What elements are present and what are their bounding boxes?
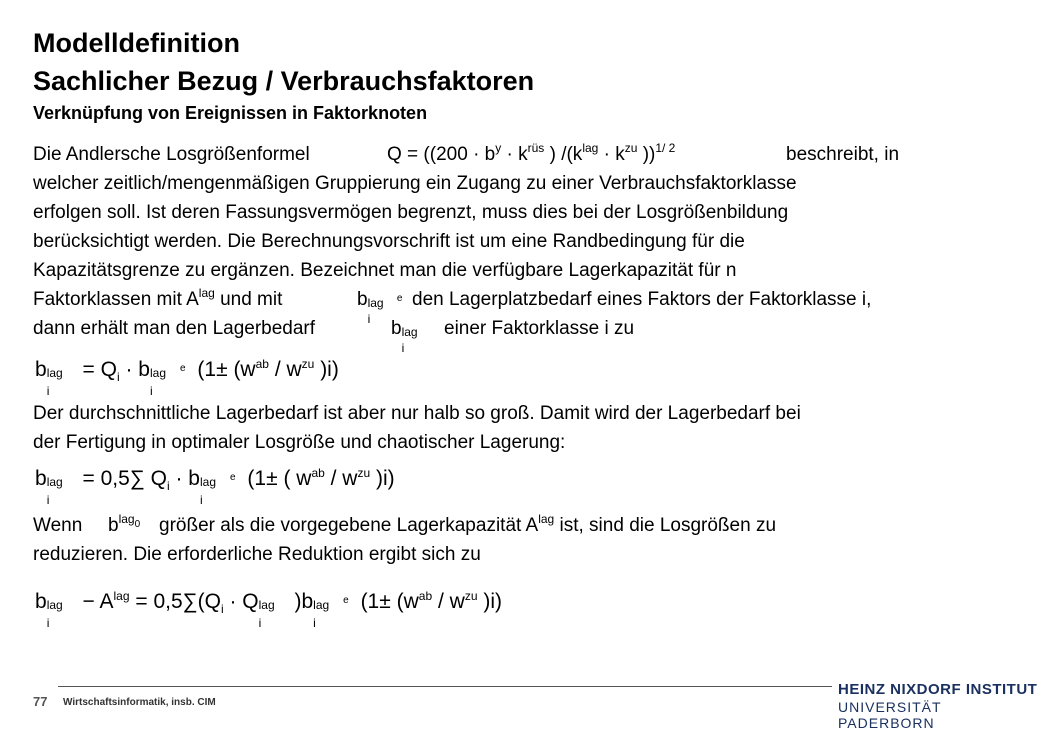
formula-sup: lag: [538, 512, 555, 526]
formula-sup: zu: [624, 141, 638, 155]
formula-part: )i): [483, 590, 502, 613]
b-lag-symbol: [391, 318, 418, 355]
text-segment: Die Andlersche Losgrößenformel: [33, 144, 310, 165]
formula-part: − A: [82, 590, 114, 613]
formula-part: / w: [274, 358, 302, 381]
formula-part: = 0,5∑(Q: [135, 590, 221, 613]
formula-part: b: [35, 358, 47, 381]
formula-part: = Q: [82, 358, 117, 381]
formula-sub: i: [46, 384, 50, 398]
formula-sup: lag: [198, 286, 215, 300]
paragraph-line-10-end: [159, 512, 777, 537]
formula-sup: zu: [357, 466, 371, 480]
formula-part: / w: [437, 590, 465, 613]
formula-part: )): [642, 144, 656, 165]
paragraph-line-7-end: einer Faktorklasse i zu: [444, 318, 635, 339]
formula-sub: i: [258, 616, 262, 630]
institute-logo-line2: UNIVERSITÄT PADERBORN: [838, 699, 942, 731]
formula-sub: e: [343, 595, 349, 606]
formula-sup: lag: [46, 475, 63, 489]
formula-sub: i: [313, 616, 316, 630]
andler-formula: [387, 141, 676, 166]
b-lag-0-symbol: [108, 512, 141, 537]
formula-part: / w: [330, 467, 358, 490]
formula-sup: lag: [150, 366, 167, 380]
formula-sup: lag: [313, 598, 330, 612]
paragraph-line-1-end: beschreibt, in: [786, 144, 900, 165]
paragraph-line-6-end: den Lagerplatzbedarf eines Faktors der Faktorklasse i,: [412, 289, 872, 310]
paragraph-line-4: berücksichtigt werden. Die Berechnungsvorschrift ist um eine Randbedingung für die: [33, 231, 745, 252]
section-heading: Verknüpfung von Ereignissen in Faktorknoten: [33, 103, 428, 123]
paragraph-line-2: welcher zeitlich/mengenmäßigen Gruppierung ein Zugang zu einer Verbrauchsfaktorklasse: [33, 173, 797, 194]
page-subtitle: Sachlicher Bezug / Verbrauchsfaktoren: [33, 66, 535, 96]
text-segment: größer als die vorgegebene Lagerkapazität A: [159, 515, 539, 536]
institute-logo-line1: HEINZ NIXDORF INSTITUT: [838, 681, 1038, 698]
formula-part: b: [391, 318, 402, 339]
formula-sup: ab: [311, 466, 325, 480]
formula-sub: e: [230, 472, 236, 483]
formula-sub: i: [367, 312, 371, 326]
formula-part: = 0,5∑ Q: [82, 467, 167, 490]
formula-lagerbedarf: [35, 357, 339, 398]
formula-sub: i: [116, 370, 120, 384]
paragraph-line-5: Kapazitätsgrenze zu ergänzen. Bezeichnet man die verfügbare Lagerkapazität für n: [33, 260, 737, 281]
formula-part: )i): [320, 358, 339, 381]
formula-sub: e: [396, 293, 403, 304]
formula-part: b: [357, 289, 368, 310]
formula-sup: y: [495, 141, 502, 155]
formula-sup: zu: [464, 589, 478, 603]
formula-sub: i: [46, 616, 50, 630]
formula-part: Q = ((200 · b: [387, 144, 496, 165]
paragraph-line-6: [33, 286, 283, 311]
formula-sup: lag: [582, 141, 599, 155]
formula-reduktion: [35, 589, 502, 630]
paragraph-line-8: Der durchschnittliche Lagerbedarf ist aber nur halb so groß. Damit wird der Lagerbedarf bei: [33, 403, 801, 424]
formula-sup: lag: [46, 598, 63, 612]
text-segment: ist, sind die Losgrößen zu: [559, 515, 777, 536]
formula-part: (1± (w: [360, 590, 419, 613]
formula-part: (1± (w: [197, 358, 256, 381]
formula-part: )b: [294, 590, 314, 613]
formula-durchschnitt: [35, 466, 395, 507]
footer-label: Wirtschaftsinformatik, insb. CIM: [63, 697, 216, 708]
paragraph-line-1: [33, 144, 310, 166]
formula-sup: lag: [401, 325, 418, 339]
formula-sub: e: [180, 363, 186, 374]
formula-part: b: [108, 515, 119, 536]
paragraph-line-9: der Fertigung in optimaler Losgröße und chaotischer Lagerung:: [33, 432, 566, 453]
formula-part: (1± ( w: [247, 467, 312, 490]
formula-part: · k: [603, 144, 625, 165]
text-segment: und mit: [220, 289, 283, 310]
formula-sup: rüs: [527, 141, 545, 155]
paragraph-line-7: dann erhält man den Lagerbedarf: [33, 318, 316, 339]
paragraph-line-3: erfolgen soll. Ist deren Fassungsvermögen begrenzt, muss dies bei der Losgrößenbildung: [33, 202, 789, 223]
formula-sup: 1/ 2: [655, 141, 676, 155]
paragraph-line-10: Wenn: [33, 515, 83, 536]
formula-sup: lag: [113, 589, 130, 603]
formula-sub: i: [46, 493, 50, 507]
formula-sub: i: [401, 341, 405, 355]
formula-part: b: [35, 590, 47, 613]
formula-sup: ab: [255, 357, 269, 371]
paragraph-line-11: reduzieren. Die erforderliche Reduktion ergibt sich zu: [33, 544, 481, 565]
formula-part: · b: [175, 467, 200, 490]
formula-part: · b: [125, 358, 150, 381]
formula-sub: i: [220, 602, 224, 616]
formula-sup: lag: [118, 512, 135, 526]
formula-part: )i): [376, 467, 395, 490]
footer-divider: [58, 686, 832, 687]
b-lag-e-symbol: [357, 289, 403, 326]
formula-part: · Q: [229, 590, 259, 613]
formula-sup: zu: [301, 357, 315, 371]
formula-sub: 0: [134, 519, 141, 530]
formula-sub: i: [150, 384, 153, 398]
page-number: 77: [33, 694, 48, 709]
formula-sub: i: [166, 479, 170, 493]
page-title: Modelldefinition: [33, 28, 240, 58]
formula-part: b: [35, 467, 47, 490]
formula-sup: ab: [418, 589, 433, 603]
formula-sup: lag: [367, 296, 384, 310]
formula-sup: lag: [258, 598, 275, 612]
formula-sup: lag: [46, 366, 63, 380]
formula-part: ) /(k: [549, 144, 583, 165]
formula-sup: lag: [200, 475, 217, 489]
formula-part: · k: [506, 144, 528, 165]
text-segment: Faktorklassen mit A: [33, 289, 199, 310]
formula-sub: i: [200, 493, 203, 507]
